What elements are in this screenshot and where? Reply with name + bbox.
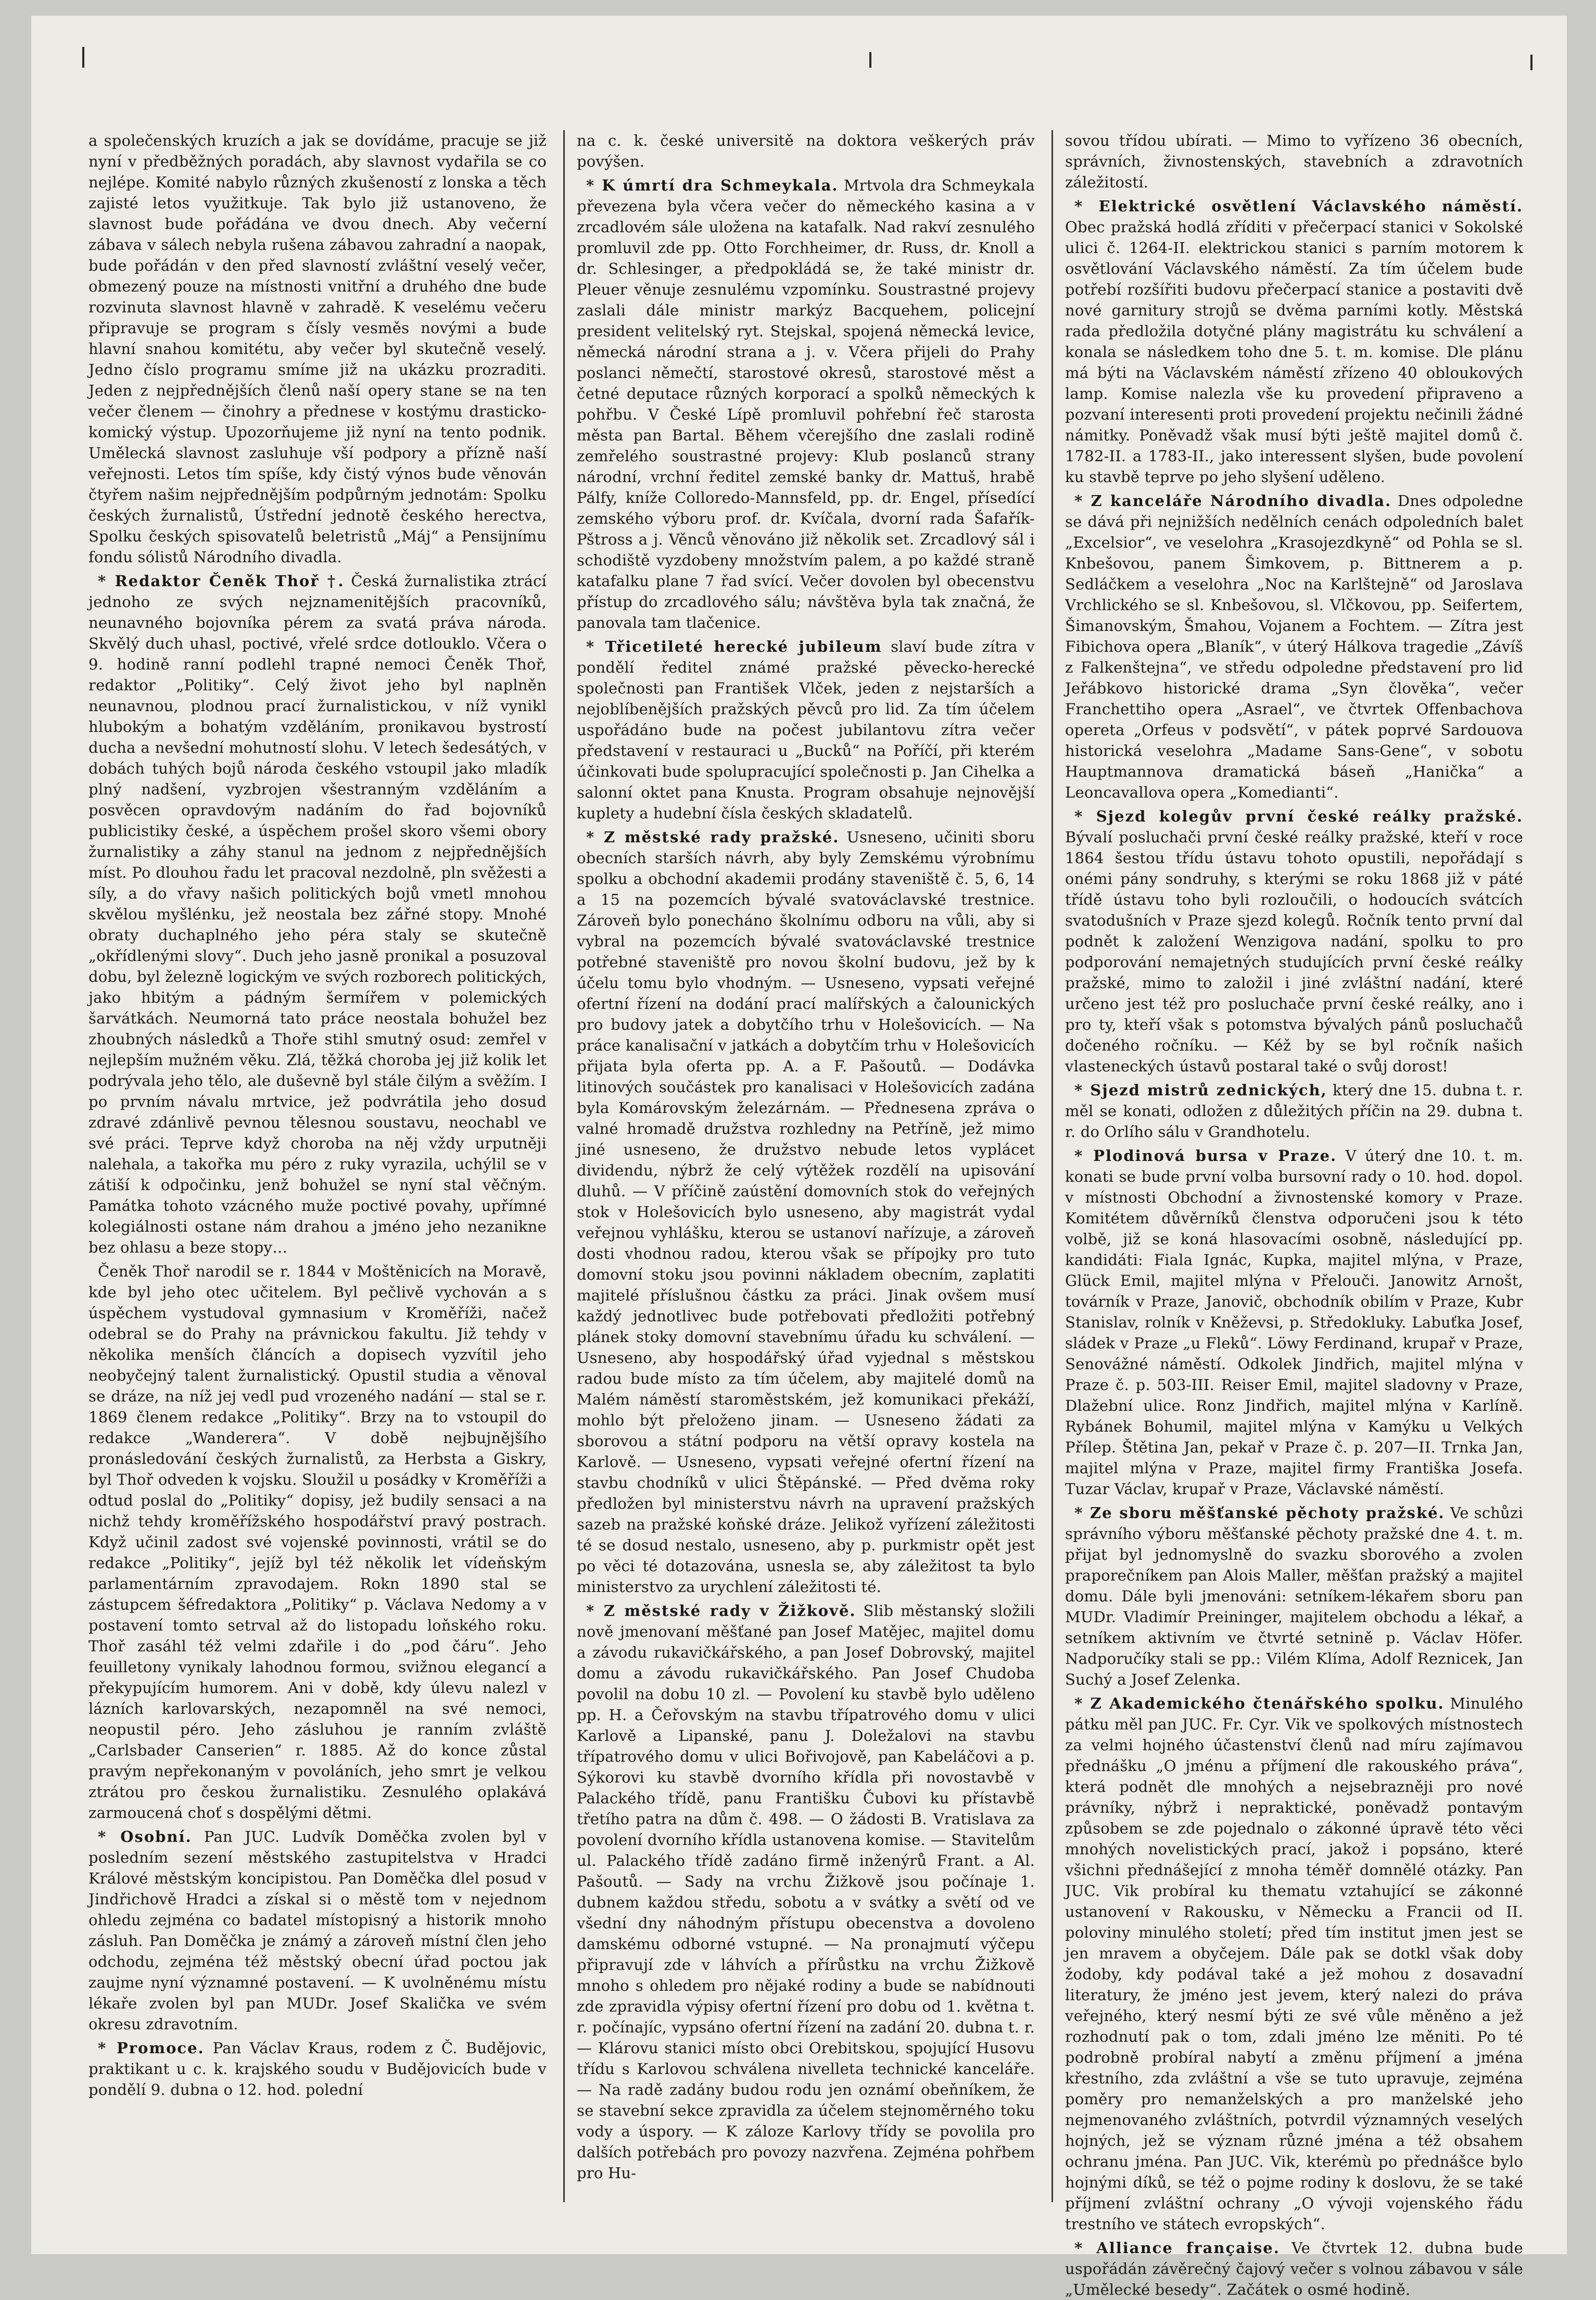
column-2 — [577, 130, 1035, 2202]
article-osobni — [88, 1826, 547, 2034]
article-body: Mrtvola dra Schmeykala převezena byla včera večer do německého kasina a v zrcadlovém sále uložena na katafalk. Nad rakví zesnulého promluvil zde pp. Otto Forchheimer, dr. Russ, dr. Knoll a dr. Schlesinger, a předpokládá se, že také ministr dr. Pleuer věnuje zesnulému vzpomínku. Soustrastné projevy zaslali dále ministr markýz Bacquehem, policejní president velitelský ryt. Stejskal, spojená německá levice, německá národní strana a j. v. Včera přijeli do Prahy poslanci němečtí, starostové okresů, starostové měst a četné deputace různých korporací a spolků německých k pohřbu. V České Lípě promluvil pohřební řeč starosta města pan Bartal. Během včerejšího dne zaslali rodině zemřelého soustrastné projevy: Klub poslanců strany národní, vrchní ředitel zemské banky dr. Mattuš, hrabě Pálfy, kníže Colloredo-Mannsfeld, pp. dr. Engel, přísedící zemského výboru prof. dr. Kvíčala, dvorní rada Šafařík-Pštross a j. Věnců věnováno již několik set. Zrcadlový sál i schodiště vyzdobeny množstvím palem, a po každé straně katafalku plane 7 řad svící. Večer dovolen byl obecenstvu přístup do zrcadlového sálu; návštěva byla tak značná, že panovala tam tlačenice. — [577, 176, 1035, 631]
article-heading: * Sjezd mistrů zednických, — [1074, 1081, 1327, 1099]
article-schmeykal — [577, 175, 1035, 633]
article-body: Minulého pátku měl pan JUC. Fr. Cyr. Vik ve spolkových místnostech za velmi hojného účastenství členů nad míru zajímavou přednášku „O jménu a příjmení dle rakouského práva“, která podnět dle mnohých a nejsebrazněji pro nové právníky, nýbrž i nepraktické, poněvadž pontavým způsobem se zde pojednalo o zákonné úpravě této věci mnohých novelistických prací, jakož i popsáno, které všichni přednášející z mnoha téměř domnělé otázky. Pan JUC. Vik probíral ku thematu vztahující se zákonné ustanovení v Rakousku, v Německu a Francii od II. poloviny minulého století; před tím institut jmen jest se jen mravem a obyčejem. Dále pak se dotkl však doby žodoby, kdy podával také a jež mohou z dosavadní literatury, že jméno jest jevem, který nalezi do práva veřejného, který nesmí býti ze své vůle měněno a jež rozhodnutí pak o tom, zdali jméno lze měniti. Po té podrobně probíral nabytí a změnu příjmení a jména křestního, zda zvláštní a vše se tuto upravuje, zejména poměry pro nemanželských a pro manželské jeho nejmenovaného zvláštních, potvrdil významných veselých hojných, jež se význam různé jména a též obsahem ochranu jména. Pan JUC. Vik, kterémù po přednášce bylo hojnými díků, se též o pojme rodiny k doslovu, že se také příjmení zvláštní ochrany „O vývoji vojenského řádu trestního ve státech evropských“. — [1065, 1695, 1523, 2233]
article-sjezd-kolegu — [1065, 806, 1523, 1077]
scan-edge-mark — [82, 47, 84, 68]
article-heading: * Ze sboru měšťanské pěchoty pražské. — [1074, 1504, 1445, 1522]
article-heading: * Třicetileté herecké jubileum — [586, 638, 882, 655]
scan-edge-mark — [869, 52, 871, 68]
article-heading: * Redaktor Čeněk Thoř †. — [98, 572, 345, 590]
article-continuation: a společenských kruzích a jak se dovídáme, pracuje se již nyní v předběžných poradách, aby slavnost vydařila se co nejlépe. Komité nabylo různých zkušeností z lonska a těch zajisté letos využitkuje. Tak bylo již ustanoveno, že slavnost bude pořádána ve dvou dnech. Aby večerní zábava v sálech nebyla rušena zábavou zahradní a naopak, bude pořádán v den před slavností zvláštní veselý večer, obmezený pouze na místnosti vnitřní a druhého dne bude rozvinuta slavnost hlavně v zahradě. K veselému večeru připravuje se program s čísly vesměs novými a bude hlavní snahou komitétu, aby večer byl skutečně veselý. Jedno číslo programu smíme již na ukázku prozraditi. Jeden z nejpřednějších členů naší opery stane se na ten večer členem — činohry a přednese v kostýmu drasticko-komický výstup. Upozorňujeme již nyní na tento podnik. Umělecká slavnost zasluhuje vší podpory a přízně naší veřejnosti. Letos tím spíše, kdy čistý výnos bude věnován čtyřem našim nejpřednějším podpůrným jednotám: Spolku českých žurnalistů, Ústřední jednotě českého herectva, Spolku českých spisovatelů beletristů „Máj“ a Pensijnímu fondu sólistů Národního divadla. — [88, 132, 547, 566]
article-body: Ve čtvrtek 12. dubna bude uspořádán závěrečný čajový večer s volnou zábavou v sále „Umělecké besedy“. Začátek o osmé hodině. — [1065, 2239, 1523, 2298]
article-alliance — [1065, 2238, 1523, 2300]
article-heading: * Z kanceláře Národního divadla. — [1074, 492, 1392, 510]
article-heading: * Elektrické osvětlení Václavského náměstí. — [1074, 197, 1523, 215]
article-mestanska-pechota — [1065, 1502, 1523, 1690]
article-jubileum — [577, 636, 1035, 824]
article-body: který dne 15. dubna t. r. měl se konati, odložen z důležitých příčin na 29. dubna t. r. do Orlího sálu v Grandhotelu. — [1065, 1081, 1523, 1141]
article-body: V úterý dne 10. t. m. konati se bude první volba bursovní rady o 10. hod. dopol. v místnosti Obchodní a živnostenské komory v Praze. Komitétem důvěrníků členstva odporučeni jsou k této volbě, již se koná hlasovacími osobně, následující pp. kandidáti: Fiala Ignác, Kupka, majitel mlýna, v Praze, Glück Emil, majitel mlýna v Přelouči. Janowitz Arnošt, továrník v Praze, Janovič, obchodník obilím v Praze, Kubr Stanislav, rolník v Kněževsi, p. Středokluky. Labuťka Josef, sládek v Praze „u Fleků“. Löwy Ferdinand, krupař v Praze, Senovážné náměstí. Odkolek Jindřich, majitel mlýna v Praze č. p. 503-III. Reiser Emil, majitel sladovny v Praze, Dlažební ulice. Ronz Jindřich, majitel mlýna v Karlíně. Rybánek Bohumil, majitel mlýna v Kamýku u Velkých Přílep. Štětina Jan, pekař v Praze č. p. 207—II. Trnka Jan, majitel mlýna v Praze, majitel firmy Františka Josefa. Tuzar Václav, krupař v Praze, Václavské náměstí. — [1065, 1147, 1523, 1498]
article-body: Česká žurnalistika ztrácí jednoho ze svých nejznamenitějších pracovníků, neunavného bojovníka pérem za svatá práva národa. Skvělý duch uhasl, poctivé, vřelé srdce dotlouklo. Včera o 9. hodině ranní podlehl trapné nemoci Čeněk Thoř, redaktor „Politiky“. Celý život jeho byl naplněn neunavnou, plodnou prací žurnalistickou, v níž vynikl hlubokým a bohatým vzděláním, pronikavou bystrostí ducha a nevšední mohutností slohu. V letech šedesátých, v dobách tuhých bojů národa českého vstoupil jako mladík plný nadšení, vyzbrojen všestranným vzděláním a posvěcen opravdovým nadáním do řad bojovníků publicistiky české, a úspěchem prošel skoro všemi obory žurnalistiky a záhy stanul na jednom z nejpřednějších míst. Po dlouhou řadu let pracoval nezdolně, pln svěžesti a síly, a do vřavy našich politických bojů vmetl mnohou skvělou myšlénku, jež neostala bez zářné stopy. Mnohé obraty duchaplného jeho péra staly se skutečně „okřídlenými slovy“. Duch jeho jasně pronikal a posuzoval dobu, byl železně logickým ve svých rozborech politických, jako hbitým a pádným šermířem v polemických šarvátkách. Neumorná tato práce neostala bohužel bez zhoubných následků a Thoře stihl smutný osud: zemřel v nejlepším mužném věku. Zlá, těžká choroba jej již kolik let podrývala jeho tělo, ale duševně byl stále čilým a svěžím. I po prvním návalu mrtvice, jež podvrátila jeho dosud zdravé zdánlivě pevnou tělesnou soustavu, neochabl ve své práci. Teprve když choroba na něj vždy urputněji nalehala, a takořka mu péro z ruky vyrazila, uchýlil se v zátiší k odpočinku, jenž bohužel se nyní stal věčným. Památka tohoto vzácného muže poctivé povahy, upřímné kolegiálnosti ostane nám drahou a jméno jeho nezanikne bez ohlasu a beze stopy… — [88, 572, 547, 1256]
article-bursa — [1065, 1145, 1523, 1499]
article-heading: * Osobní. — [98, 1828, 192, 1846]
article-heading: * Sjezd kolegův první české reálky pražské. — [1074, 807, 1523, 825]
article-heading: * Plodinová bursa v Praze. — [1074, 1147, 1337, 1165]
column-divider — [1052, 130, 1053, 2202]
article-body: Ve schůzi správního výboru měšťanské pěchoty pražské dne 4. t. m. přijat byl jednomyslně do svazku sborového a zvolen praporečníkem pan Alois Maller, měšťan pražský a majitel domu. Dále byli jmenováni: setníkem-lékařem sboru pan MUDr. Vladimír Preininger, majitelem obchodu a lékař, a setníkem aktivním ve čtvrté setnině p. Václav Höfer. Nadporučíky stali se pp.: Vilém Klíma, Adolf Reznicek, Jan Suchý a Josef Zelenka. — [1065, 1504, 1523, 1688]
article-heading: * K úmrtí dra Schmeykala. — [586, 176, 839, 194]
article-continuation: na c. k. české universitě na doktora veškerých práv povýšen. — [577, 132, 1035, 170]
article-body: Pan JUC. Ludvík Doměčka zvolen byl v posledním sezení městského zastupitelstva v Hradci Králové městským koncipistou. Pan Doměčka dlel posud v Jindřichově Hradci a získal si o městě tom v nejednom ohledu zejména co badatel místopisný a historik mnoho zásluh. Pan Doměčka je známý a zároveň místní člen jeho odchodu, zejména též městský obecní úřad poctou jak zaujme nyní významné postavení. — K uvolněnému místu lékaře zvolen byl pan MUDr. Josef Skalička ve svém okresu zdravotním. — [88, 1828, 547, 2033]
article-heading: * Alliance française. — [1074, 2239, 1280, 2257]
column-1 — [88, 130, 547, 2202]
article-heading: * Promoce. — [98, 2039, 205, 2057]
article-sjezd-mistru — [1065, 1080, 1523, 1142]
article-thor — [88, 571, 547, 1258]
article-promoce — [88, 2038, 547, 2100]
article-rada-zizkov — [577, 1600, 1035, 2183]
article-body: Usneseno, učiniti sboru obecních starších návrh, aby byly Zemskému výrobnímu spolku a obchodní akademii prodány staveniště č. 5, 6, 14 a 15 na pozemcích bývalé svatováclavské trestnice. Zároveň bylo ponecháno školnímu odboru na vůli, aby si vybral na pozemcích bývalé svatováclavské trestnice potřebné staveniště pro novou školní budovu, jež by k účelu tomu bylo vhodným. — Usneseno, vypsati veřejné ofertní řízení na dodání prací malířských a čalounických pro budovy jatek a dobytčího trhu v Holešovicích. — Na práce kanalisační v jatkách a dobytčím trhu v Holešovicích přijata byla oferta pp. A. a F. Pašoutů. — Dodávka litinových součástek pro kanalisaci v Holešovicích zadána byla Komárovským železárnám. — Přednesena zpráva o valné hromadě družstva rozhledny na Petříně, jež mimo jiné usneseno, že družstvo nebude letos vyplácet dividendu, nýbrž že celý výtěžek rozdělí na upisování dluhů. — V příčině zaústění domovních stok do veřejných stok v Holešovicích bylo usneseno, aby magistrát vydal veřejnou vyhlášku, kterou se ustanoví nařízuje, a zároveň dosti vhodnou radou, kterou však se přípojky pro tuto domovní stoku jsou povinni nákladem obecním, zaplatiti majitelé příslušnou částku za práci. Jinak ovšem musí každý jednotlivec bude potřebovati předložiti potřebný plánek stoky domovní stavebnímu úřadu ku schválení. — Usneseno, aby hospodářský úřad vyjednal s městskou radou bude místo za tím účelem, aby majitelé domů na Malém náměstí staroměstském, jež komunikaci překáží, mohlo být přeloženo jinam. — Usneseno žádati za sborovou a státní podporu na větší opravy kostela na Karlově. — Usneseno, vypsati veřejné ofertní řízení na stavbu chodníků v ulici Štěpánské. — Před dvěma roky předložen byl ministerstvu návrh na upravení pražských sazeb na pražské koňské dráze. Jelikož vyřízení záležitosti té se dosud nestalo, usneseno, aby p. purkmistr opět jest po věci té dotazována, usnesla se, aby záležitost ta bylo ministerstvo za urychlení záležitosti té. — [577, 828, 1035, 1596]
article-body: Bývalí posluchači první české reálky pražské, kteří v roce 1864 šestou třídu ústavu tohoto opustili, nepořádají s onémi pány sondruhy, s kterými se roku 1868 již v páté třídě ústavu toho byli rozloučili, o hodoucích svátcích svatodušních v Praze sjezd kolegů. Ročník tento první dal podnět k založení Wenzigova nadání, spolku to pro podporování nemajetných studujících první české reálky pražské, mimo to založil i jiné zvláštní nadání, které určeno jest též pro posluchače první české reálky, ano i pro ty, kteří však s potomstva bývalých pánů posluchačů dočeného ročníku. — Kéž by se byl ročník našich vlasteneckých ústavů postaral také o svůj dorost! — [1065, 828, 1523, 1075]
article-heading: * Z městské rady pražské. — [586, 828, 840, 846]
article-thor-biography: Čeněk Thoř narodil se r. 1844 v Moštěnicích na Moravě, kde byl jeho otec učitelem. Byl pečlivě vychován a s úspěchem vystudoval gymnasium v Kroměříži, načež odebral se do Prahy na právnickou fakultu. Již tehdy v několika menších článcích a dopisech vyzvítil jeho neobyčejný talent žurnalistický. Opustil studia a věnoval se dráze, na níž jej vedl pud vrozeného nadání — stal se r. 1869 členem redakce „Politiky“. Brzy na to vstoupil do redakce „Wanderera“. V době nejbujnějšího pronásledování českých žurnalistů, za Herbsta a Giskry, byl Thoř odveden k vojsku. Sloužil u posádky v Kroměříži a odtud poslal do „Politiky“ dopisy, jež budily sensaci a na nichž tehdy kroměřížského hospodářství pravý postrach. Když učinil zadost své vojenské povinnosti, vrátil se do redakce „Politiky“, jejíž byl též několik let vídeňským parlamentárním zpravodajem. Rokn 1890 stal se zástupcem šéfredaktora „Politiky“ p. Václava Nedomy a v postavení tomto setrval až do listopadu loňského roku. Thoř zasáhl též velmi zdařile i do „pod čáru“. Jeho feuilletony vynikaly lahodnou formou, svižnou elegancí a překypujícím humorem. Ani v době, kdy úlevu nalezl v lázních karlovarských, nezapomněl na své nemoci, neopustil péro. Jeho zásluhou je ranním zvláště „Carlsbader Canserien“ r. 1885. Až do konce zůstal pravým nepřekonaným v povoláních, jeho smrt je velkou ztrátou pro českou žurnalistiku. Zesnulého oplakává zarmoucená choť s dospělými dětmi. — [88, 1262, 547, 1822]
article-body: Dnes odpoledne se dává při nejnižších nedělních cenách odpoledních balet „Excelsior“, ve veselohra „Krasojezdkyně“ od Pohla se sl. Knbešovou, panem Šimkovem, p. Bittnerem a p. Sedláčkem a veselohra „Noc na Karlštejně“ od Jaroslava Vrchlického se sl. Knbešovou, sl. Vlčkovou, pp. Seifertem, Šimanovským, Šmahou, Vojanem a Fochtem. — Zítra jest Fibichova opera „Blaník“, v úterý Hálkova tragedie „Závíš z Falkenštejna“, ve středu odpoledne představení pro lid Jeřábkovo historické drama „Syn člověka“, večer Franchettiho opera „Asrael“, ve čtvrtek Offenbachova opereta „Orfeus v podsvětí“, v pátek poprvé Sardouova historická veselohra „Madame Sans-Gene“, v sobotu Hauptmannova dramatická báseň „Hanička“ a Leoncavallova opera „Komedianti“. — [1065, 492, 1523, 801]
article-body: Obec pražská hodlá zříditi v přečerpací stanici v Sokolské ulici č. 1264-II. elektrickou stanici s parním motorem k osvětlování Václavského náměstí. Za tím účelem bude potřebí rozšířiti budovu přečerpací stanice a postaviti dvě nové garnitury strojů se dvěma parními kotly. Městská rada předložila dotyčné plány magistrátu ku schválení a konala se následkem toho dne 5. t. m. komise. Dle plánu má býti na Václavském náměstí zřízeno 40 obloukových lamp. Komise nalezla vše ku provedení připraveno a pozvaní interesenti proti provedení projektu nečinili žádné námitky. Poněvadž však musí býti ještě majitel domů č. 1782-II. a 1783-II., jako interessent slyšen, bude povolení ku stavbě teprve po jeho slyšení uděleno. — [1065, 218, 1523, 486]
article-osvetleni — [1065, 196, 1523, 487]
column-divider — [563, 130, 565, 2202]
article-continuation: sovou třídou ubírati. — Mimo to vyřízeno 36 obecních, správních, živnostenských, stavebních a zdravotních záležitostí. — [1065, 132, 1523, 191]
article-body: slaví bude zítra v pondělí ředitel známé pražské pěvecko-herecké společnosti pan František Vlček, jeden z nejstarších a nejoblíbenějších pražských pěvců pro lid. Za tím účelem uspořádáno bude na počest jubilantovu zítra večer představení v restauraci u „Bucků“ na Poříčí, při kterém účinkovati bude spolupracující společnosti p. Jan Cihelka a salonní oktet pana Knusta. Program obsahuje nejnovější kuplety a hudební čísla českých skladatelů. — [577, 638, 1035, 822]
article-heading: * Z městské rady v Žižkově. — [586, 1602, 856, 1620]
column-3 — [1065, 130, 1523, 2298]
article-heading: * Z Akademického čtenářského spolku. — [1074, 1695, 1445, 1712]
article-narodni-divadlo — [1065, 490, 1523, 803]
article-ctenarsky-spolek — [1065, 1693, 1523, 2234]
newspaper-page — [31, 16, 1567, 2298]
article-rada-prazska — [577, 827, 1035, 1597]
article-body: Pan Václav Kraus, rodem z Č. Budějovic, praktikant u c. k. krajského soudu v Budějovicích bude v pondělí 9. dubna o 12. hod. polední — [88, 2039, 547, 2099]
scan-edge-mark — [1530, 55, 1532, 70]
article-body: Slib městanský složili nově jmenovaní měšťané pan Josef Matějec, majitel domu a závodu rukavičkářského, a pan Josef Dobrovský, majitel domu a závodu rukavičkářského. Pan Josef Chudoba povolil na dobu 10 zl. — Povolení ku stavbě bylo uděleno pp. H. a Čeřovským na stavbu třípatrového domu v ulici Karlově a Lipanské, panu J. Doležalovi na stavbu třípatrového domu v ulici Bořivojově, pan Kabeláčovi a p. Sýkorovi ku stavbě dvorního křídla při novostavbě v Palackého třídě, panu Františku Čubovi ku přístavbě třetího patra na dům č. 498. — O žádosti B. Vratislava za povolení dvorního křídla ustanovena komise. — Stavitelům ul. Palackého třídě zadáno firmě inženýrů Frant. a Al. Pašoutů. — Sady na vrchu Žižkově jsou počínaje 1. dubnem každou středu, sobotu a v svátky a světí od ve všední dny náhodným přístupu obecenstva a dovoleno damskému odborné vstupné. — Na pronajmutí výčepu připravují zde v láhvích a přírůstku na vrchu Žižkově mnoho s ohledem pro nějaké rodiny a bude se nabídnouti zde zpravidla výpisy ofertní řízení pro dobu od 1. května t. r. počínajíc, vypsáno ofertní řízení na zadání 20. dubna t. r. — Klárovu stanici místo obci Orebitskou, spojující Husovu třídu s Karlovou schválena nivelleta technické kanceláře. — Na radě zadány budou rodu jen oznámí obeňníkem, že se stavební sekce zpravidla za účelem stejnoměrného toku vody a úspory. — K záloze Karlovy třídy se povolila pro dalších potřebách pro povozy nazvřena. Zejména pohřbem pro Hu- — [577, 1602, 1035, 2182]
